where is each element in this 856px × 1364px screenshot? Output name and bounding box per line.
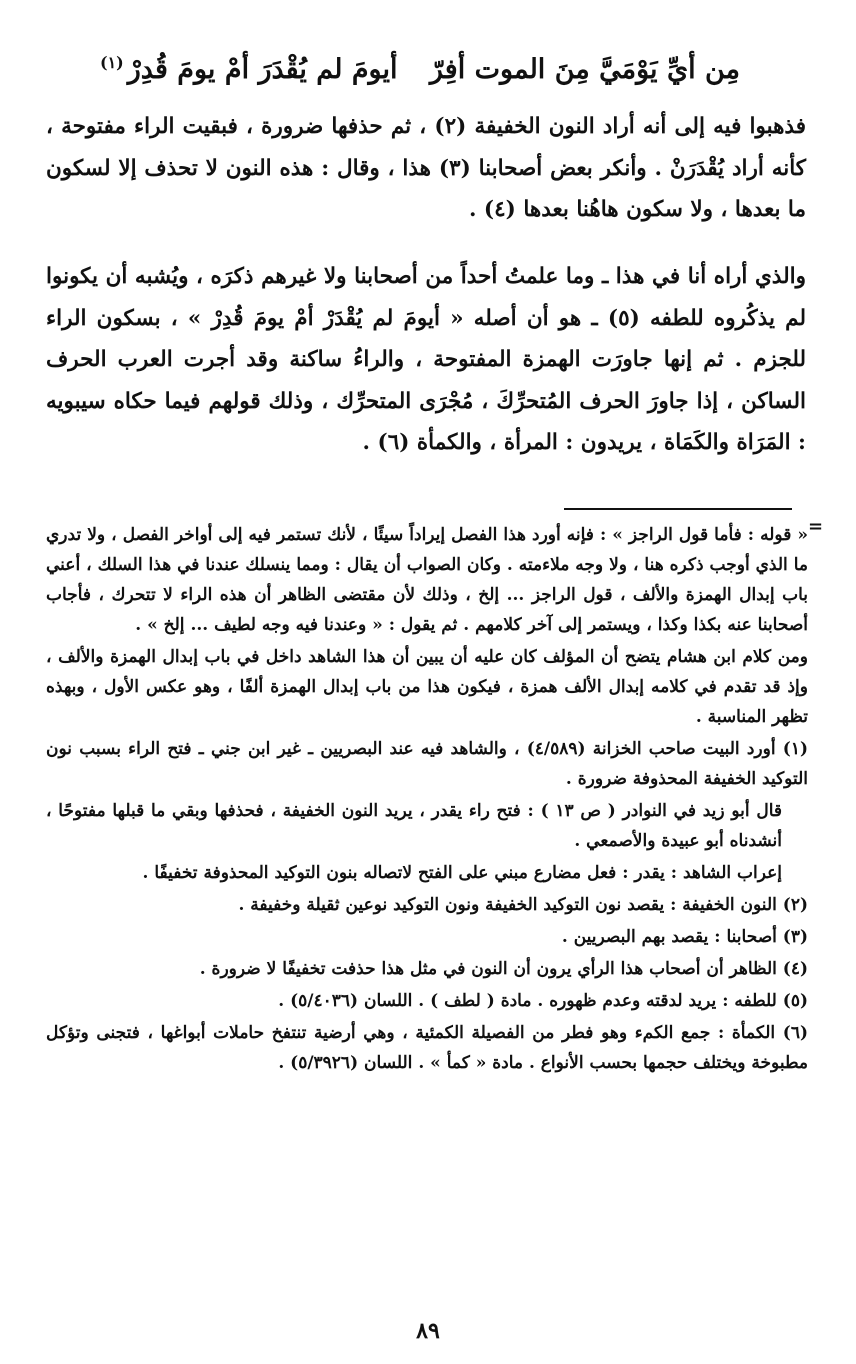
body-paragraph-1 xyxy=(46,106,806,231)
footnote-4: (٤) الظاهر أن أصحاب هذا الرأي يرون أن النون في مثل هذا حذفت تخفيفًا لا ضرورة . xyxy=(199,959,808,979)
page-number: ٨٩ xyxy=(416,1318,440,1344)
footnote-5: (٥) للطفه : يريد لدقته وعدم ظهوره . مادة ( لطف ) . اللسان (٥/٤٠٣٦) . xyxy=(278,991,808,1011)
body-text-2: والذي أراه أنا في هذا ـ وما علمتُ أحداً من أصحابنا ولا غيرهم ذكرَه ، ويُشبه أن يكونوا لم يذكُروه للطفه (٥) ـ هو أن أصله « أيومَ لم يُقْدَرْ أمْ يومَ قُدِرْ » ، بسكون الراء للجزم . ثم إنها جاورَت الهمزة المفتوحة ، والراءُ ساكنة وقد أجرت العرب الحرف الساكن ، إذا جاورَ الحرف المُتحرِّكَ ، مُجْرَى المتحرِّك ، وذلك قولهم فيما حكاه سيبويه : المَرَاة والكَمَاة ، يريدون : المرأة ، والكمأة (٦) . xyxy=(46,264,806,455)
body-text-1: فذهبوا فيه إلى أنه أراد النون الخفيفة (٢) ، ثم حذفها ضرورة ، فبقيت الراء مفتوحة ، كأنه أراد يُقْدَرَنْ . وأنكر بعض أصحابنا (٣) هذا ، وقال : هذه النون لا تحذف إلا لسكون ما بعدها ، ولا سكون هاهُنا بعدها (٤) . xyxy=(46,114,806,222)
footnote-3: (٣) أصحابنا : يقصد بهم البصريين . xyxy=(561,927,808,947)
verse-right-hemistich: مِن أيِّ يَوْمَيَّ مِنَ الموت أفِرّ xyxy=(429,53,740,85)
footnote-1: (١) أورد البيت صاحب الخزانة (٤/٥٨٩) ، والشاهد فيه عند البصريين ـ غير ابن جني ـ فتح الراء بسبب نون التوكيد الخفيفة المحذوفة ضرورة . xyxy=(46,739,808,789)
continuation-marker: = xyxy=(808,516,824,537)
verse-left-hemistich: أيومَ لم يُقْدَرَ أمْ يومَ قُدِرْ$^{(١)}$ xyxy=(100,53,398,85)
footnote-1-continuation: قال أبو زيد في النوادر ( ص ١٣ ) : فتح راء يقدر ، يريد النون الخفيفة ، فحذفها وبقي ما قبلها مفتوحًا ، أنشدناه أبو عبيدة والأصمعي . xyxy=(46,801,782,851)
footnote-6: (٦) الكمأة : جمع الكمء وهو فطر من الفصيلة الكمئية ، وهي أرضية تنتفخ حاملات أبواغها ، فتجنى وتؤكل مطبوخة ويختلف حجمها بحسب الأنواع . مادة « كمأ » . اللسان (٥/٣٩٢٦) . xyxy=(46,1023,808,1073)
footnote-2: (٢) النون الخفيفة : يقصد نون التوكيد الخفيفة ونون التوكيد نوعين ثقيلة وخفيفة . xyxy=(238,895,808,915)
footnote-separator xyxy=(564,508,792,510)
footnotes-section xyxy=(46,520,808,1080)
verse-footnote-ref: (١) xyxy=(100,53,124,72)
footnote-1-parsing: إعراب الشاهد : يقدر : فعل مضارع مبني على الفتح لاتصاله بنون التوكيد المحذوفة تخفيفًا . xyxy=(142,863,782,883)
body-paragraph-2 xyxy=(46,256,806,464)
footnote-commentary-2: ومن كلام ابن هشام يتضح أن المؤلف كان عليه أن يبين أن هذا الشاهد داخل في باب إبدال الهمزة والألف ، وإذ قد تقدم في كلامه إبدال الألف همزة ، فيكون هذا من باب إبدال الهمزة ألفًا ، وهو عكس الأول ، وبهذه تظهر المناسبة . xyxy=(46,647,808,727)
footnote-commentary-1: « قوله : فأما قول الراجز » : فإنه أورد هذا الفصل إيراداً سيئًا ، لأنك تستمر فيه إلى أواخر الفصل ، ولا تدري ما الذي أوجب ذكره هنا ، ولا وجه ملاءمته . وكان الصواب أن يقال : ومما ينسلك عندنا في هذا السلك ، أعني باب إبدال الهمزة والألف ، قول الراجز ... إلخ ، وذلك لأن مقتضى الظاهر أن هذه الراء لا تتحرك ، فأجاب أصحابنا عنه بكذا وكذا ، ويستمر إلى آخر كلامهم . ثم يقول : « وعندنا فيه وجه لطيف ... إلخ » . xyxy=(46,525,808,635)
verse-line xyxy=(100,44,740,94)
